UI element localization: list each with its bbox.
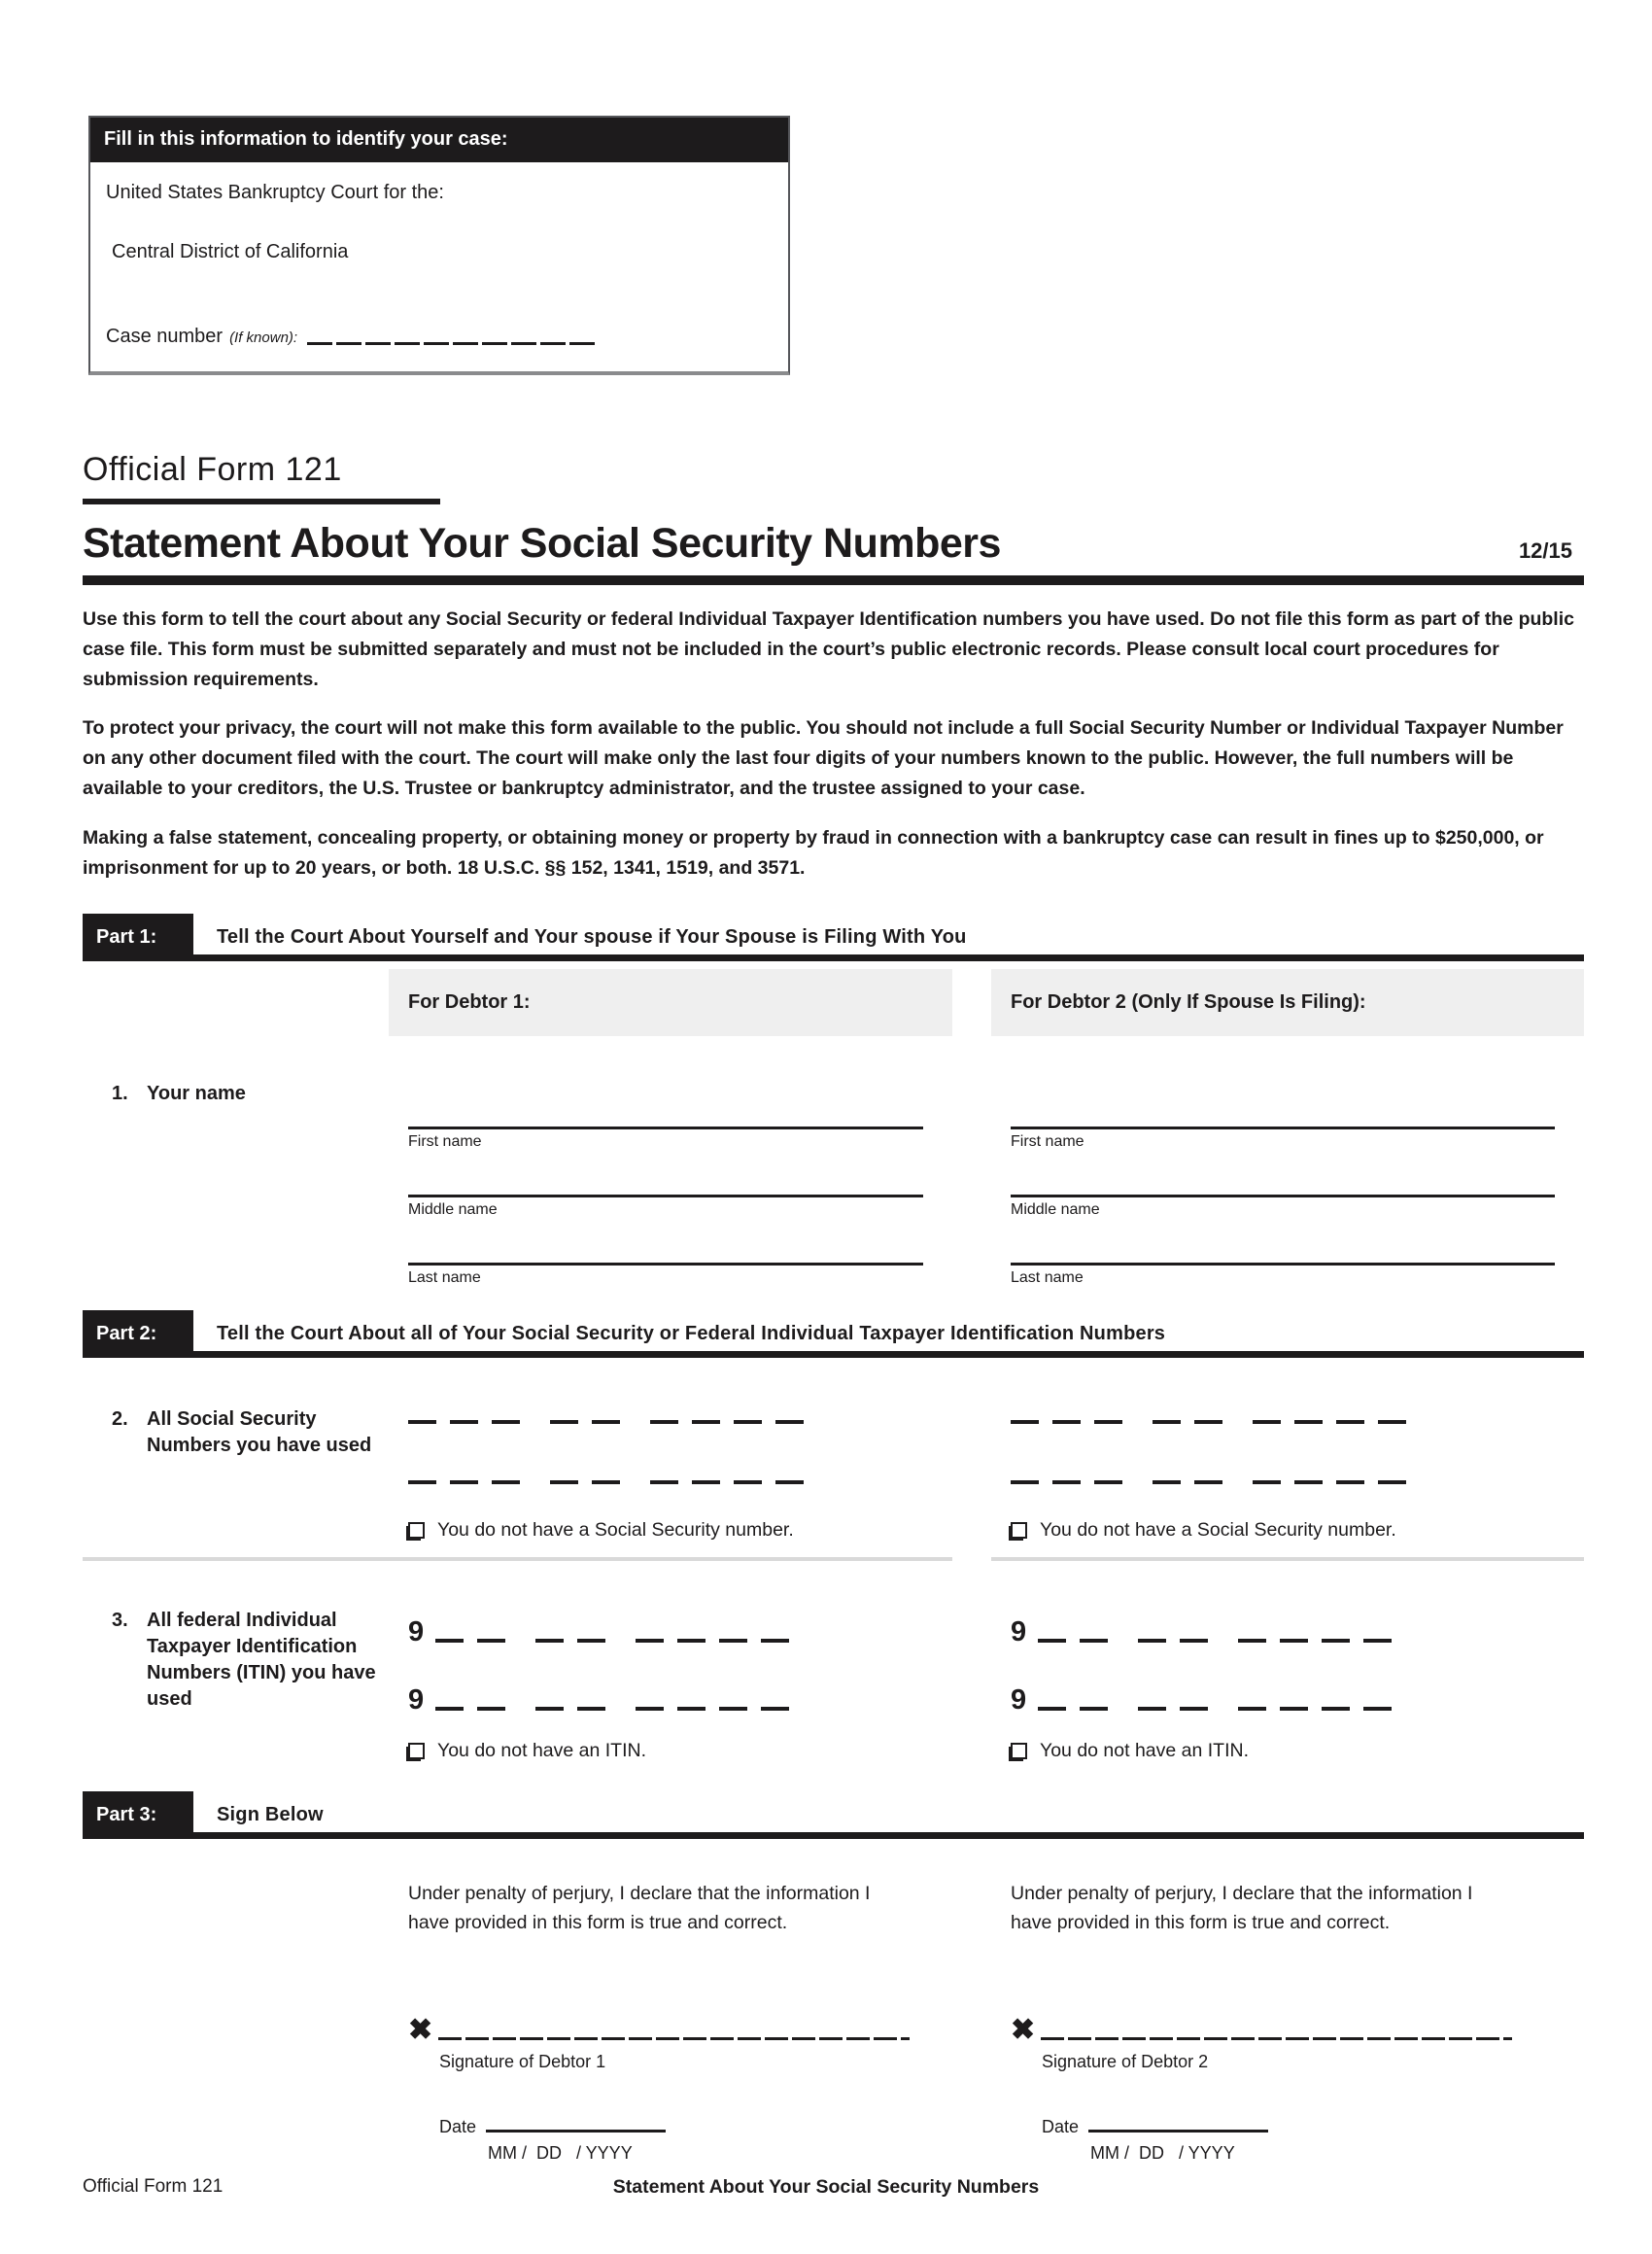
no-ssn-checkbox-label: You do not have a Social Security number. [437,1519,794,1542]
debtor2-declaration: Under penalty of perjury, I declare that the information I have provided in this form is true and correct. [1011,1883,1473,1933]
debtor-column-headers [83,969,1584,1036]
no-itin-checkbox-label: You do not have an ITIN. [437,1740,647,1762]
itin-prefix-9: 9 [408,1616,425,1648]
court-label: United States Bankruptcy Court for the: [106,182,444,203]
form-id-underline [83,499,440,504]
debtor1-date-input-line[interactable] [486,2115,666,2133]
debtor1-signature-label: Signature of Debtor 1 [439,2051,606,2071]
part3-chip: Part 3: [83,1791,193,1839]
intro-paragraph-2: To protect your privacy, the court will not make this form available to the public. You should not include a full Social Security Number or Individual Taxpayer Number on any other document filed with the court. The court will make only the last four digits of your numbers known to the public. However, the full numbers will be available to your creditors, the U.S. Trustee or bankruptcy administrator, and the trustee assigned to your case. [83,717,1564,799]
divider-right [991,1557,1584,1561]
district-value: Central District of California [112,241,349,262]
debtor2-no-itin-checkbox[interactable] [1011,1743,1027,1759]
signature-x-mark: ✖ [1011,2013,1036,2046]
part2-header [83,1310,1584,1358]
part1-header [83,914,1584,961]
debtor2-middle-name-input-line[interactable] [1011,1164,1555,1197]
debtor1-itin1-blanks[interactable] [408,1608,923,1647]
first-name-label: First name [408,1133,482,1151]
debtor2-signature-label: Signature of Debtor 2 [1042,2051,1209,2071]
itin-prefix-9: 9 [1011,1684,1027,1717]
ssn-section-dividers [83,1557,1584,1561]
first-name-label: First name [1011,1133,1084,1151]
divider-left [83,1557,952,1561]
debtor1-no-ssn-checkbox[interactable] [408,1522,425,1539]
debtor1-last-name-input-line[interactable] [408,1232,923,1266]
form-title: Statement About Your Social Security Numbers [83,520,1001,567]
debtor1-no-itin-checkbox[interactable] [408,1743,425,1759]
debtor2-column-header: For Debtor 2 (Only If Spouse Is Filing): [991,969,1584,1036]
debtor1-first-name-input-line[interactable] [408,1096,923,1129]
debtor2-date-input-line[interactable] [1088,2115,1268,2133]
middle-name-label: Middle name [408,1201,498,1219]
itin-digit-blanks[interactable] [435,1608,803,1647]
intro-paragraph-1: Use this form to tell the court about any Social Security or federal Individual Taxpayer Identification numbers you have used. Do not file this form as part of the public case file. This form must be submitted separately and must not be included in the court’s public electronic records. Please consult local court procedures for submission requirements. [83,608,1574,690]
part1-title: Tell the Court About Yourself and Your spouse if Your Spouse is Filing With You [217,926,967,949]
part2-title: Tell the Court About all of Your Social Security or Federal Individual Taxpayer Identification Numbers [217,1323,1166,1345]
debtor1-ssn1-blanks[interactable] [408,1406,923,1438]
intro-paragraph-3: Making a false statement, concealing property, or obtaining money or property by fraud in connection with a bankruptcy case can result in fines up to $250,000, or imprisonment for up to 20 years, or both. 18 U.S.C. §§ 152, 1341, 1519, and 3571. [83,826,1544,879]
itin-row [83,1608,1584,1762]
part3-header [83,1791,1584,1839]
your-name-row [83,1069,1584,1287]
signature-section [83,1880,1584,2164]
item2-label: All Social Security Numbers you have used [147,1408,372,1457]
date-label: Date [439,2116,477,2136]
debtor2-itin2-blanks[interactable] [1011,1676,1555,1715]
debtor1-signature-input-line[interactable] [438,2037,910,2040]
no-itin-checkbox-label: You do not have an ITIN. [1040,1740,1250,1762]
page [0,116,1652,2164]
debtor2-first-name-input-line[interactable] [1011,1096,1555,1129]
case-number-label: Case number [106,326,224,347]
debtor1-ssn2-blanks[interactable] [408,1467,923,1498]
item3-label: All federal Individual Taxpayer Identification Numbers (ITIN) you have used [147,1610,376,1711]
footer-form-title: Statement About Your Social Security Numbers [612,2176,1040,2198]
case-number-hint: (If known): [229,329,298,346]
item3-number: 3. [112,1610,128,1632]
item2-number: 2. [112,1408,128,1431]
debtor2-itin1-blanks[interactable] [1011,1608,1555,1647]
itin-prefix-9: 9 [1011,1616,1027,1648]
itin-digit-blanks[interactable] [1038,1608,1405,1647]
itin-digit-blanks[interactable] [1038,1676,1405,1715]
debtor2-ssn2-blanks[interactable] [1011,1467,1555,1498]
itin-digit-blanks[interactable] [435,1676,803,1715]
last-name-label: Last name [408,1269,481,1287]
case-identification-box [88,116,790,375]
title-rule [83,575,1584,585]
itin-prefix-9: 9 [408,1684,425,1717]
debtor2-ssn1-blanks[interactable] [1011,1406,1555,1438]
intro-section [83,605,1584,883]
item1-number: 1. [112,1083,128,1105]
footer-form-id: Official Form 121 [83,2176,224,2197]
part2-chip: Part 2: [83,1310,193,1358]
case-number-input-line[interactable] [307,342,599,345]
case-box-header: Fill in this information to identify your case: [90,118,788,162]
middle-name-label: Middle name [1011,1201,1100,1219]
debtor2-last-name-input-line[interactable] [1011,1232,1555,1266]
debtor1-middle-name-input-line[interactable] [408,1164,923,1197]
part3-title: Sign Below [217,1804,324,1826]
last-name-label: Last name [1011,1269,1084,1287]
ssn-row [83,1406,1584,1542]
debtor2-no-ssn-checkbox[interactable] [1011,1522,1027,1539]
debtor2-signature-input-line[interactable] [1041,2037,1512,2040]
debtor1-column-header: For Debtor 1: [389,969,952,1036]
debtor1-declaration: Under penalty of perjury, I declare that the information I have provided in this form is true and correct. [408,1883,871,1933]
revision-date: 12/15 [1518,538,1572,563]
page-footer [0,2176,1652,2205]
signature-x-mark: ✖ [408,2013,433,2046]
date-format-hint: MM / DD / YYYY [1090,2142,1235,2163]
date-label: Date [1042,2116,1080,2136]
item1-label: Your name [147,1083,246,1105]
no-ssn-checkbox-label: You do not have a Social Security number. [1040,1519,1396,1542]
form-id-heading: Official Form 121 [83,451,342,488]
debtor1-itin2-blanks[interactable] [408,1676,923,1715]
part1-chip: Part 1: [83,914,193,961]
date-format-hint: MM / DD / YYYY [488,2142,633,2163]
